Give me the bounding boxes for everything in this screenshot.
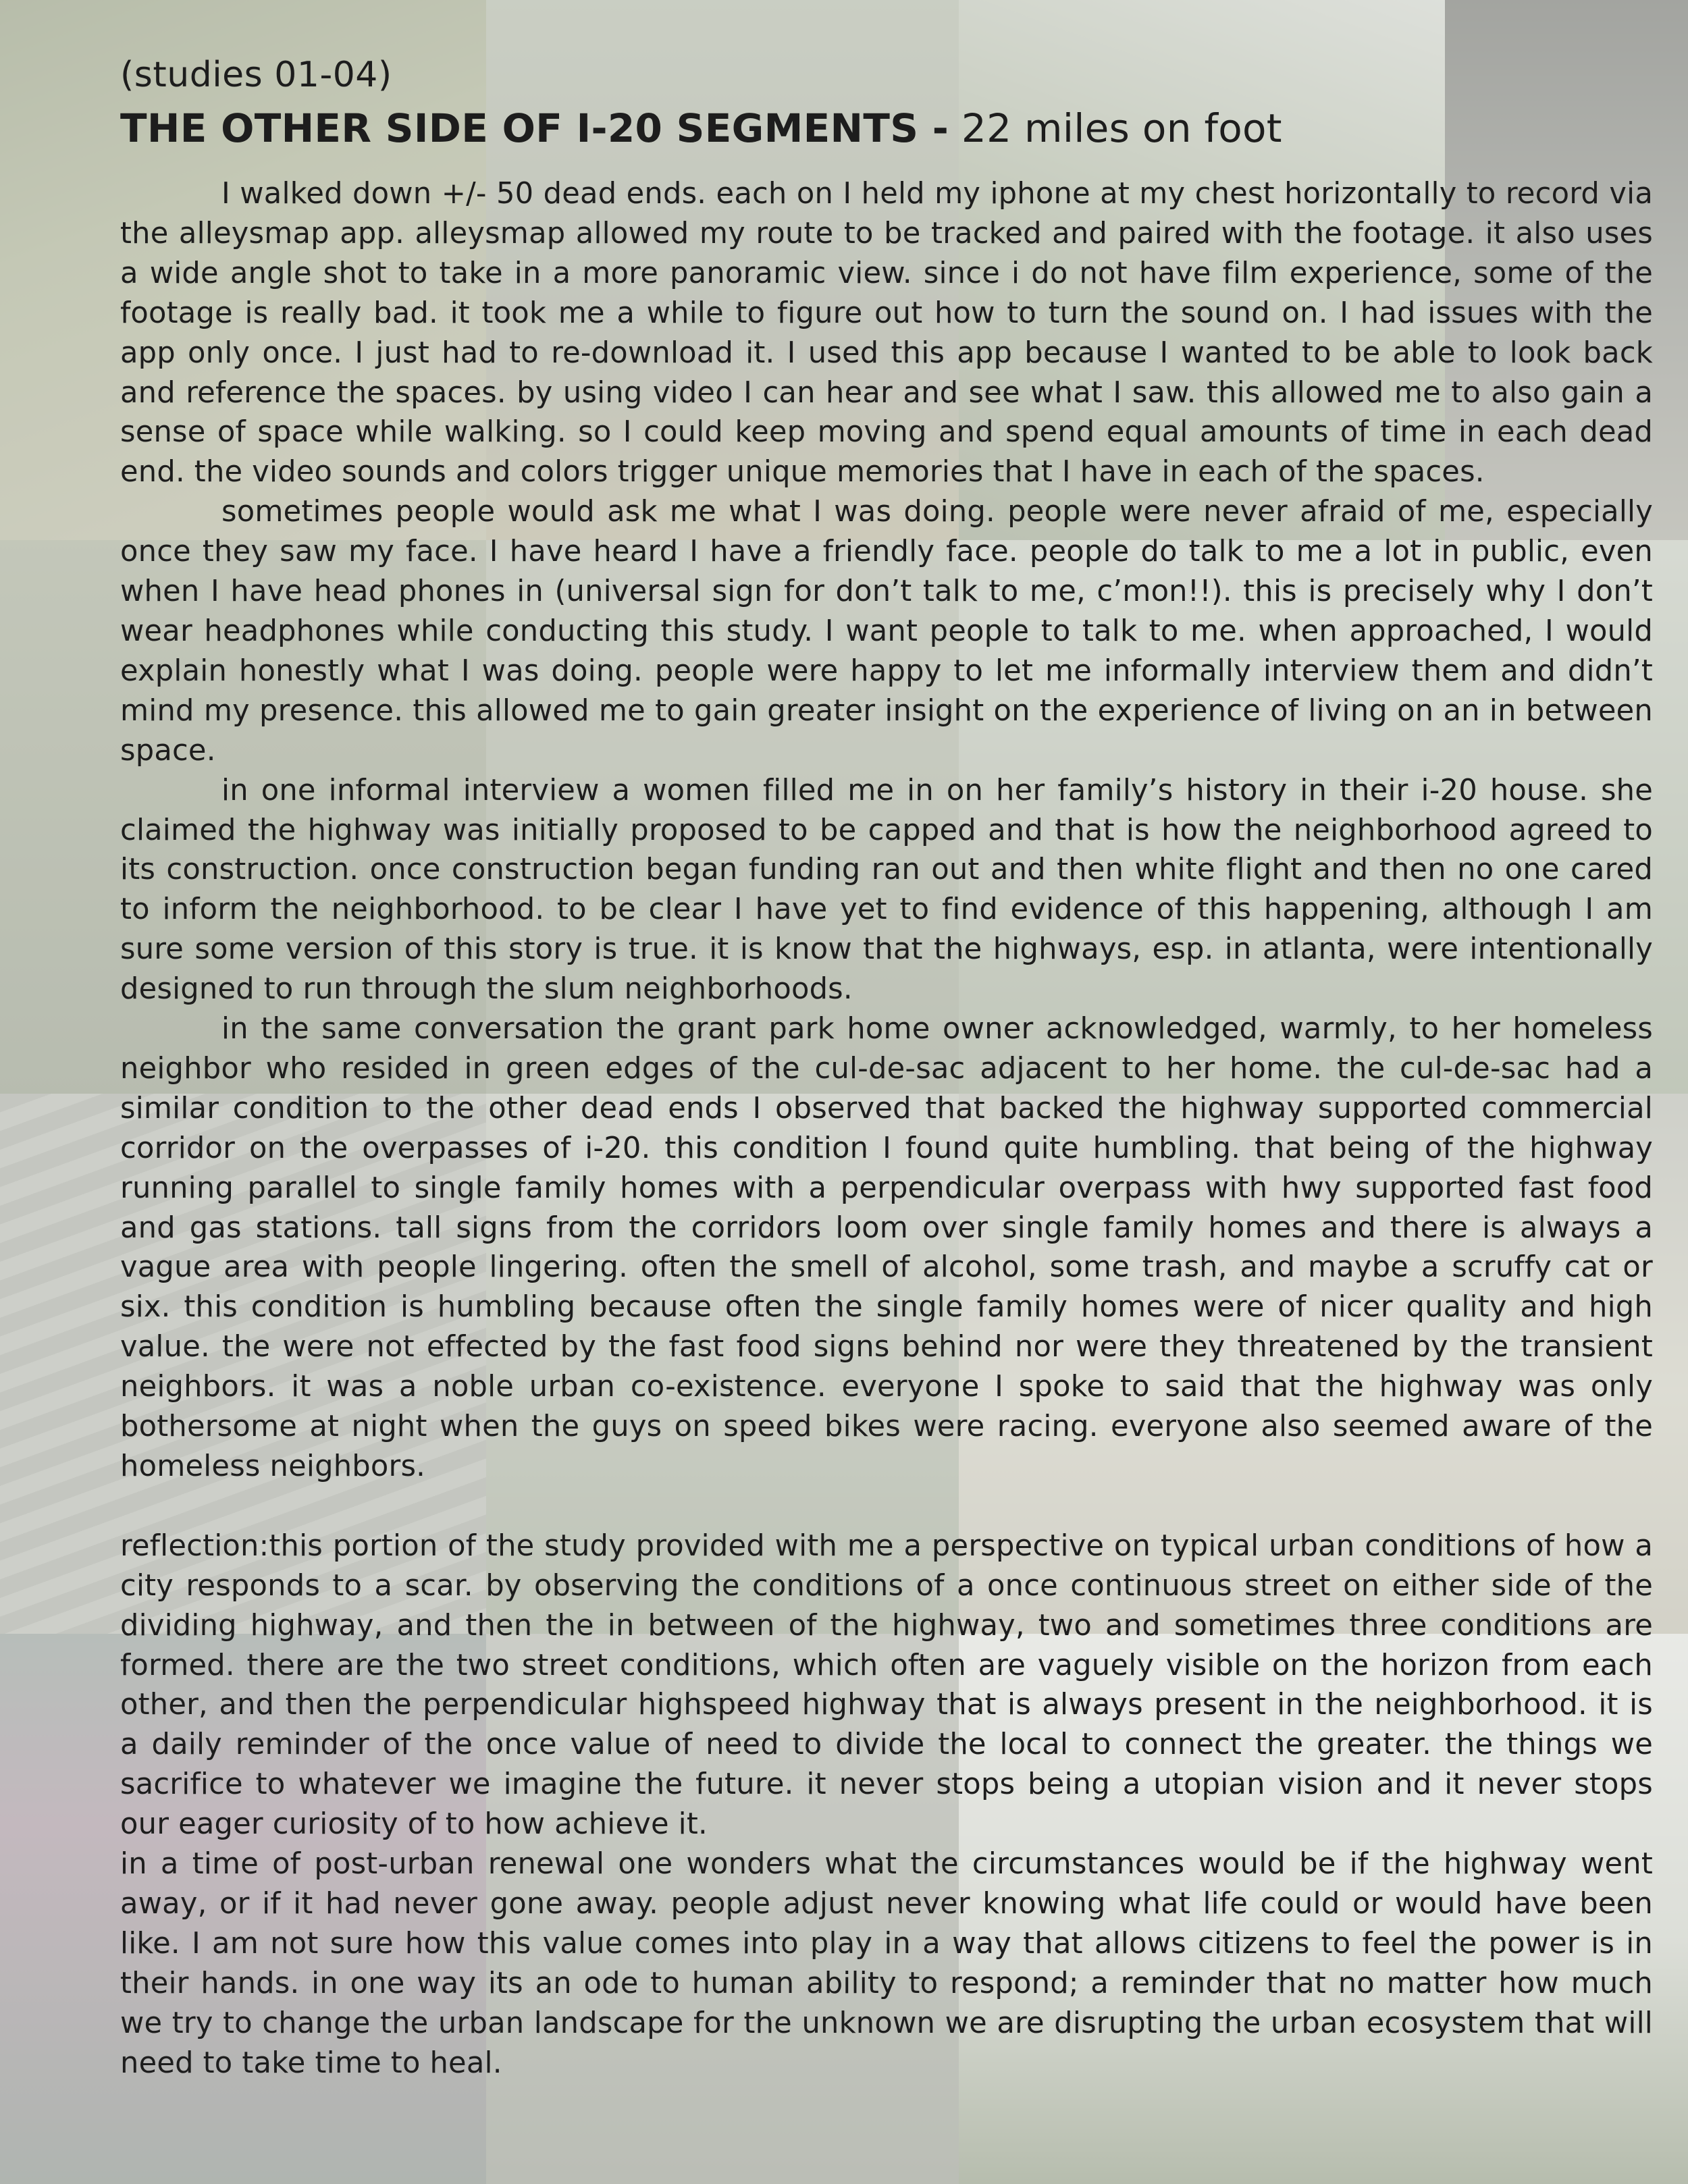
title-bold: THE OTHER SIDE OF I-20 SEGMENTS -: [120, 105, 949, 151]
document-content: [120, 49, 1653, 2083]
paragraph-spacer: [120, 1487, 1653, 1526]
paragraph-4: in the same conversation the grant park home owner acknowledged, warmly, to her homeless neighbor who resided in green edges of the cul-de-sac adjacent to her home. the cul-de-sac had a similar condition to the other dead ends I observed that backed the highway supported commercial corridor on the overpasses of i-20. this condition I found quite humbling. that being of the highway running parallel to single family homes with a perpendicular overpass with hwy supported fast food and gas stations. tall signs from the corridors loom over single family homes and there is always a vague area with people lingering. often the smell of alcohol, some trash, and maybe a scruffy cat or six. this condition is humbling because often the single family homes were of nicer quality and high value. the were not effected by the fast food signs behind nor were they threatened by the transient neighbors. it was a noble urban co-existence. everyone I spoke to said that the highway was only bothersome at night when the guys on speed bikes were racing. everyone also seemed aware of the homeless neighbors.: [120, 1012, 1653, 1483]
paragraph-reflection: reflection:this portion of the study provided with me a perspective on typical urban conditions of how a city responds to a scar. by observing the conditions of a once continuous street on either side of the dividing highway, and then the in between of the highway, two and sometimes three conditions are formed. there are the two street conditions, which often are vaguely visible on the horizon from each other, and then the perpendicular highspeed highway that is always present in the neighborhood. it is a daily reminder of the once value of need to divide the local to connect the greater. the things we sacrifice to whatever we imagine the future. it never stops being a utopian vision and it never stops our eager curiosity of to how achieve it.: [120, 1528, 1653, 1842]
paragraph-2: sometimes people would ask me what I was doing. people were never afraid of me, especially once they saw my face. I have heard I have a friendly face. people do talk to me a lot in public, even when I have head phones in (universal sign for don’t talk to me, c’mon!!). this is precisely why I don’t wear headphones while conducting this study. I want people to talk to me. when approached, I would explain honestly what I was doing. people were happy to let me informally interview them and didn’t mind my presence. this allowed me to gain greater insight on the experience of living on an in between space.: [120, 495, 1653, 768]
essay-body: [120, 174, 1653, 2083]
paragraph-1: I walked down +/- 50 dead ends. each on I held my iphone at my chest horizontally to record via the alleysmap app. alleysmap allowed my route to be tracked and paired with the footage. it also uses a wide angle shot to take in a more panoramic view. since i do not have film experience, some of the footage is really bad. it took me a while to figure out how to turn the sound on. I had issues with the app only once. I just had to re-download it. I used this app because I wanted to be able to look back and reference the spaces. by using video I can hear and see what I saw. this allowed me to also gain a sense of space while walking. so I could keep moving and spend equal amounts of time in each dead end. the video sounds and colors trigger unique memories that I have in each of the spaces.: [120, 177, 1653, 489]
page-title: [120, 101, 1653, 155]
page-subtitle: (studies 01-04): [120, 55, 392, 95]
title-light: 22 miles on foot: [949, 105, 1282, 151]
paragraph-closing: in a time of post-urban renewal one wonders what the circumstances would be if the highway went away, or if it had never gone away. people adjust never knowing what life could or would have been like. I am not sure how this value comes into play in a way that allows citizens to feel the power is in their hands. in one way its an ode to human ability to respond; a reminder that no matter how much we try to change the urban landscape for the unknown we are disrupting the urban ecosystem that will need to take time to heal.: [120, 1847, 1653, 2080]
paragraph-3: in one informal interview a women filled me in on her family’s history in their i-20 house. she claimed the highway was initially proposed to be capped and that is how the neighborhood agreed to its construction. once construction began funding ran out and then white flight and then no one cared to inform the neighborhood. to be clear I have yet to find evidence of this happening, although I am sure some version of this story is true. it is know that the highways, esp. in atlanta, were intentionally designed to run through the slum neighborhoods.: [120, 773, 1653, 1007]
